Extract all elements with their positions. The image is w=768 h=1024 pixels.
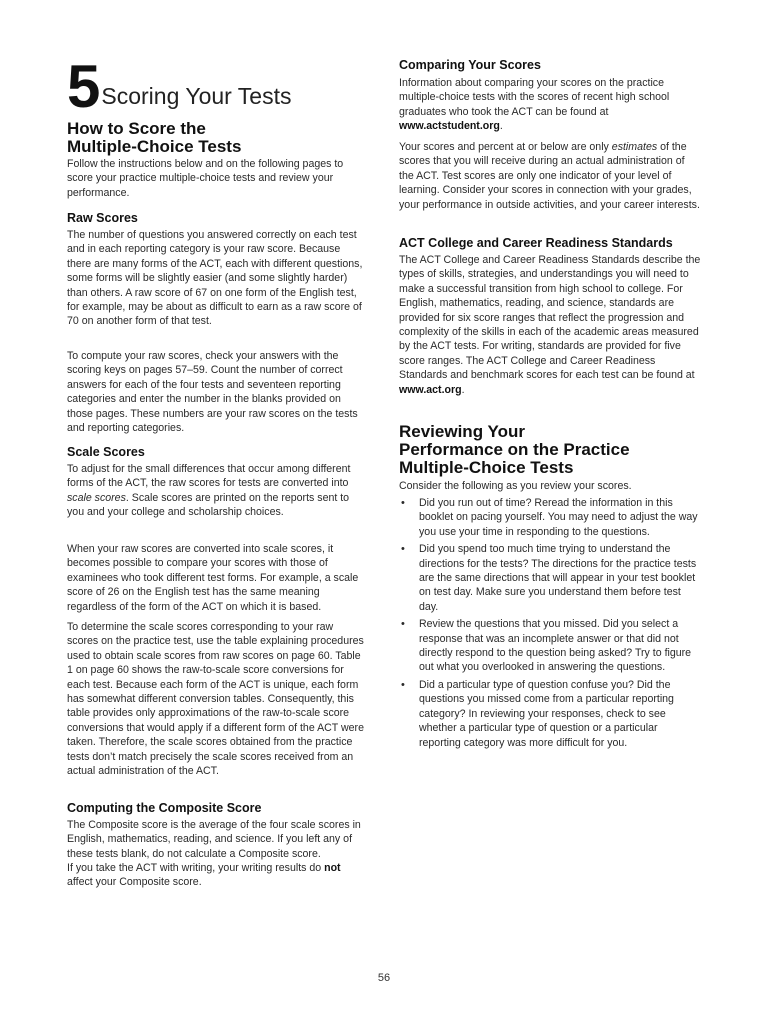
bullet-icon: •: [401, 497, 405, 509]
review-checklist: [399, 496, 701, 753]
bullet-icon: •: [401, 678, 405, 691]
standards-paragraph: The ACT College and Career Readiness Standards describe the types of skills, strategies, and understandings you will need to make a successful transition from high school to college. For English, mathematics, reading, and science, standards are provided for six score ranges that reflect the progression and complexity of the skills in each of the academic areas measured by the ACT tests. For writing, standards are provided for five score ranges. The ACT College and Career Readiness Standards and benchmark scores for each test can be found at www.act.org.: [399, 254, 701, 396]
composite-title: Computing the Composite Score: [67, 801, 262, 815]
heading-line: Performance on the Practice: [399, 440, 630, 459]
list-item: • Review the questions that you missed. Did you select a response that was an incomplete answer or that did not directly respond to the question being asked? Try to figure out what you overlooked in answering the questions.: [401, 618, 692, 674]
heading-line: Multiple-Choice Tests: [399, 458, 574, 477]
comparing-paragraph-2: Your scores and percent at or below are only estimates of the scores that you will receive during an actual administration of the ACT. Test scores are only one indicator of your level of learning. Consider your scores in connection with your grades, your performance in outside activities, and your career interests.: [399, 141, 700, 211]
section-heading-how-to-score: [67, 120, 367, 156]
scale-scores-paragraph-1: To adjust for the small differences that occur among different forms of the ACT, the raw scores for tests are converted into scale scores. Scale scores are printed on the reports sent to you and your college and scholarship choices.: [67, 463, 351, 519]
bullet-icon: •: [401, 618, 405, 631]
heading-line: How to Score the: [67, 119, 206, 138]
list-item: • Did you spend too much time trying to understand the directions for the tests? The directions for the practice tests are the same directions that will appear in your test booklet on test day. Make sure you understand them before test day.: [401, 543, 697, 613]
actstudent-link: www.actstudent.org: [399, 120, 500, 133]
act-link: www.act.org: [399, 383, 462, 396]
list-item: • Did a particular type of question confuse you? Did the questions you missed come from a particular reporting category? In reviewing your responses, check to see whether a particular type of question or a particular reporting category was more difficult for you.: [401, 678, 674, 749]
bullet-icon: •: [401, 543, 405, 556]
reviewing-intro: Consider the following as you review your scores.: [399, 480, 632, 492]
page-number: 56: [377, 972, 391, 984]
comparing-title: Comparing Your Scores: [399, 58, 541, 72]
chapter-number: 5: [67, 53, 99, 120]
list-item: • Did you run out of time? Reread the information in this booklet on pacing yourself. You may need to adjust the way you use your time in responding to the questions.: [401, 497, 698, 538]
composite-paragraph-1: The Composite score is the average of the four scale scores in English, mathematics, reading, and science. If you left any of these tests blank, do not calculate a Composite score.: [67, 819, 361, 860]
standards-title: ACT College and Career Readiness Standards: [399, 236, 673, 250]
chapter-title: Scoring Your Tests: [101, 83, 292, 109]
scale-scores-title: Scale Scores: [67, 445, 145, 459]
raw-scores-paragraph-1: The number of questions you answered correctly on each test and in each reporting category is your raw score. Because there are many forms of the ACT, each with different questions, some forms will be slightly easier (and some slightly harder) than others. A raw score of 67 on one form of the English test, for example, may be about as difficult to earn as a raw score of 70 on another form of that test.: [67, 229, 363, 328]
raw-scores-paragraph-2: To compute your raw scores, check your answers with the scoring keys on pages 57–59. Count the number of correct answers for each of the four tests and seventeen reporting categories and enter the number in the blanks provided on those pages. These numbers are your raw scores on the tests and reporting categories.: [67, 350, 358, 435]
section-heading-reviewing: [399, 423, 701, 477]
chapter-header: [67, 53, 292, 120]
intro-paragraph: Follow the instructions below and on the following pages to score your practice multiple-choice tests and review your performance.: [67, 158, 344, 199]
comparing-paragraph-1: Information about comparing your scores on the practice multiple-choice tests with the scores of recent high school graduates who took the ACT can be found at www.actstudent.org.: [399, 77, 670, 133]
composite-paragraph-2: If you take the ACT with writing, your writing results do not affect your Composite score.: [67, 862, 341, 889]
raw-scores-title: Raw Scores: [67, 211, 138, 225]
heading-line: Multiple-Choice Tests: [67, 137, 242, 156]
scale-scores-paragraph-3: To determine the scale scores corresponding to your raw scores on the practice test, use the table explaining procedures used to obtain scale scores from raw scores on page 60. Table 1 on page 60 shows the raw-to-scale score conversions for each test. Because each form of the ACT is unique, each form has somewhat different conversion tables. Consequently, this table provides only approximations of the raw-to-scale score conversions that would apply if a different form of the ACT were taken. Therefore, the scale scores obtained from the practice tests don’t match precisely the scale scores received from an actual administration of the ACT.: [67, 621, 364, 778]
heading-line: Reviewing Your: [399, 422, 525, 441]
scale-scores-paragraph-2: When your raw scores are converted into scale scores, it becomes possible to compare your scores with those of examinees who took different test forms. For example, a scale score of 26 on the English test has the same meaning regardless of the form of the ACT on which it is based.: [67, 543, 359, 613]
